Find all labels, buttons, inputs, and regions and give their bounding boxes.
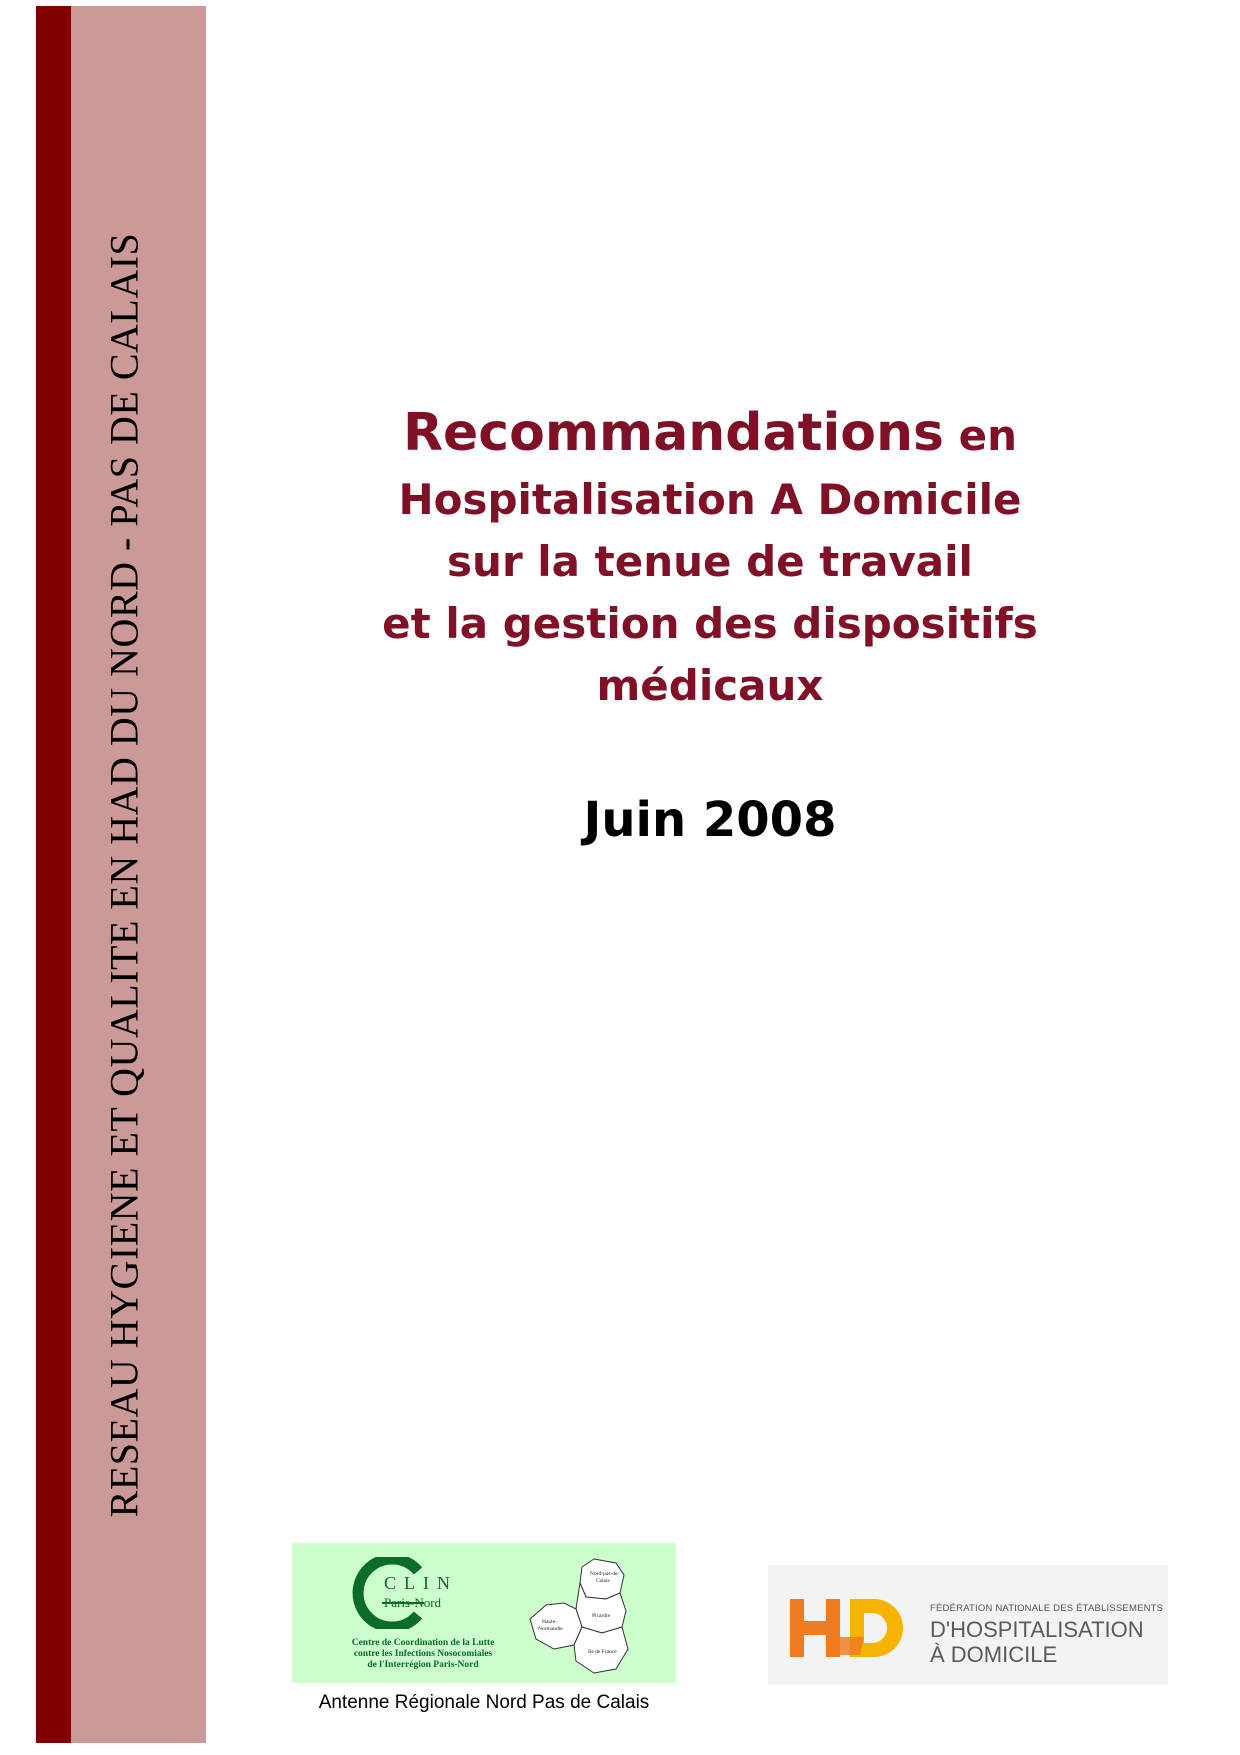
region-map-icon <box>524 1553 664 1678</box>
title-main-word: Recommandations <box>402 403 944 463</box>
fnehad-logo <box>768 1565 1168 1685</box>
clin-desc-line-2: contre les Infections Nosocomiales <box>353 1649 493 1659</box>
title-suffix: en <box>944 411 1018 460</box>
map-label-idf: Ile de France <box>588 1649 617 1655</box>
clin-caption: Antenne Régionale Nord Pas de Calais <box>318 1692 650 1713</box>
map-label-haute: Haute- <box>542 1619 557 1625</box>
clin-desc-line-1: Centre de Coordination de la Lutte <box>351 1638 495 1648</box>
document-title <box>340 400 1080 717</box>
map-label-picardie: Picardie <box>592 1613 611 1619</box>
had-mark-icon <box>790 1593 910 1663</box>
clin-description <box>318 1638 528 1671</box>
title-line-2: Hospitalisation A Domicile <box>398 475 1022 524</box>
clin-subtitle: Paris-Nord <box>384 1595 442 1610</box>
map-label-calais: Calais <box>596 1578 610 1584</box>
map-label-normandie: Normandie <box>538 1626 563 1632</box>
side-band-dark <box>36 6 71 1743</box>
clin-logo <box>292 1543 676 1683</box>
title-line-1 <box>340 400 1080 469</box>
fnehad-small-text: FÉDÉRATION NATIONALE DES ÉTABLISSEMENTS <box>930 1603 1164 1614</box>
fnehad-line-1: D'HOSPITALISATION <box>930 1617 1144 1642</box>
fnehad-line-2: À DOMICILE <box>930 1642 1058 1667</box>
document-date: Juin 2008 <box>583 792 837 848</box>
map-label-nord: Nord-pas-de- <box>590 1571 620 1577</box>
clin-desc-line-3: de l'Interrégion Paris-Nord <box>367 1660 479 1670</box>
side-band-text: RESEAU HYGIENE ET QUALITE EN HAD DU NORD - PAS DE CALAIS <box>101 232 147 1518</box>
title-line-3: sur la tenue de travail <box>447 537 973 586</box>
clin-word: CLIN <box>384 1573 458 1593</box>
title-line-5: médicaux <box>596 661 824 710</box>
title-line-4: et la gestion des dispositifs <box>382 599 1038 648</box>
